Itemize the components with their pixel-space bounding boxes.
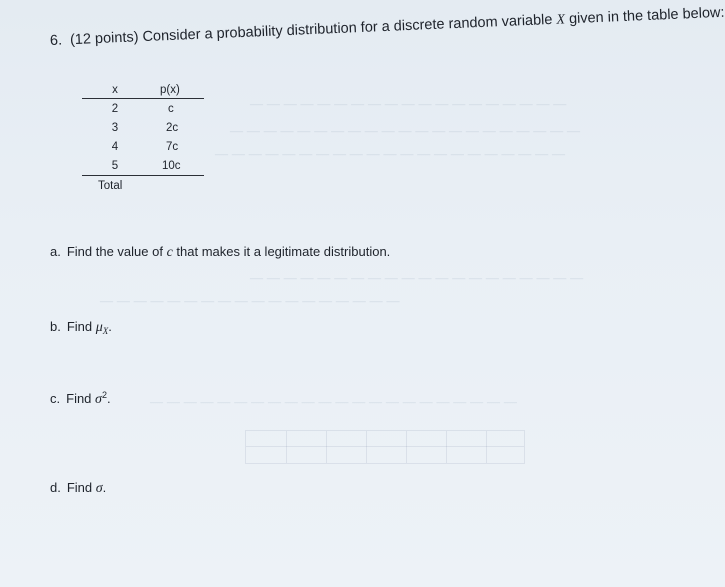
bleed-through-text: — — — — — — — — — — — — — — — — — — — — [250, 96, 567, 111]
random-variable-symbol: X — [556, 12, 566, 28]
table-row — [82, 103, 207, 117]
bleed-through-text: — — — — — — — — — — — — — — — — — — — [100, 293, 400, 308]
question-a-label: a. — [50, 244, 61, 259]
p-value: 2c — [166, 122, 179, 134]
sigma-symbol: σ — [95, 392, 102, 407]
problem-text-end: given in the table below: — [564, 4, 725, 28]
bleed-through-text: — — — — — — — — — — — — — — — — — — — — — — [215, 146, 566, 161]
question-d-text: Find — [66, 480, 96, 495]
question-b-label: b. — [50, 319, 61, 334]
table-row — [82, 122, 207, 136]
table-total-row — [82, 180, 207, 194]
question-c — [50, 390, 111, 408]
bleed-through-text: — — — — — — — — — — — — — — — — — — — — — — [230, 123, 581, 138]
problem-text-start: (12 points) Consider a probability distribution for a discrete random variable — [69, 11, 557, 49]
p-value: c — [168, 103, 174, 115]
mu-symbol: μ — [95, 320, 103, 335]
question-d — [50, 480, 106, 497]
total-label: Total — [98, 180, 123, 192]
bleed-through-text: — — — — — — — — — — — — — — — — — — — — — — — [150, 394, 518, 409]
table-row — [82, 141, 207, 155]
column-header-x: x — [112, 84, 118, 96]
question-b — [50, 319, 112, 336]
question-c-label: c. — [50, 391, 61, 406]
question-d-period: . — [102, 480, 107, 495]
x-value: 4 — [111, 141, 119, 153]
problem-header — [49, 4, 725, 50]
table-row — [82, 160, 207, 174]
question-a — [50, 244, 390, 261]
bleed-through-table — [245, 430, 525, 464]
table-header-row — [82, 84, 207, 98]
column-header-px: p(x) — [160, 84, 180, 96]
p-value: 10c — [162, 160, 181, 172]
mu-subscript: X — [102, 326, 109, 336]
constant-symbol: c — [166, 245, 173, 260]
question-b-period: . — [108, 319, 112, 334]
header-rule — [82, 98, 204, 99]
question-a-text-start: Find the value of — [66, 244, 167, 259]
question-a-text-end: that makes it a legitimate distribution. — [172, 244, 391, 259]
question-b-text: Find — [66, 319, 96, 334]
x-value: 5 — [111, 160, 119, 172]
x-value: 3 — [111, 122, 119, 134]
x-value: 2 — [111, 103, 119, 115]
question-d-label: d. — [50, 480, 61, 495]
sigma-symbol: σ — [95, 481, 103, 496]
sigma-exponent: 2 — [101, 390, 107, 400]
bleed-through-text: — — — — — — — — — — — — — — — — — — — — — [250, 270, 584, 285]
question-c-period: . — [106, 391, 111, 406]
total-rule — [82, 175, 204, 176]
p-value: 7c — [166, 141, 179, 153]
question-c-text: Find — [66, 391, 96, 406]
problem-number: 6. — [49, 32, 63, 49]
